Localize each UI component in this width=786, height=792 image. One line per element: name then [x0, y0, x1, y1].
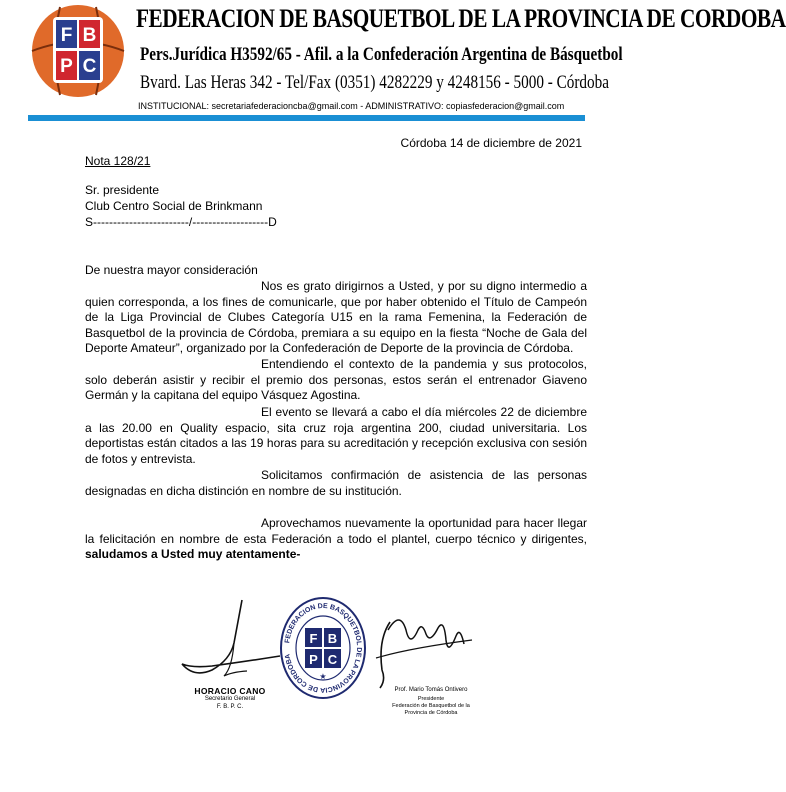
letterhead-address: Bvard. Las Heras 342 - Tel/Fax (0351) 4282229 y 4248156 - 5000 - Córdoba	[140, 72, 609, 93]
paragraph-confirmation: Solicitamos confirmación de asistencia de las personas designadas en dicha distinción en nombre de su institución.	[85, 468, 587, 498]
president-role-province: Provincia de Córdoba	[404, 710, 458, 716]
logo-letter-p: P	[60, 56, 73, 77]
logo-letter-c: C	[82, 56, 97, 77]
secretary-role-org: F. B. P. C.	[216, 703, 244, 710]
seal-ring-text: FEDERACION DE BASQUETBOL DE LA PROVINCIA DE CORDOBA	[284, 602, 363, 694]
paragraph-closing	[85, 516, 587, 563]
secretary-name: HORACIO CANO	[194, 686, 266, 696]
closing-salutation: saludamos a Usted muy atentamente-	[85, 547, 301, 562]
president-role-org: Federación de Basquetbol de la	[392, 703, 470, 709]
seal-letter-f: F	[309, 631, 318, 646]
seal-letter-p: P	[309, 652, 318, 667]
letter-date: Córdoba 14 de diciembre de 2021	[400, 136, 582, 150]
recipient-title: Sr. presidente	[85, 183, 160, 197]
letterhead-title: FEDERACION DE BASQUETBOL DE LA PROVINCIA DE CORDOBA	[136, 4, 786, 33]
letter-greeting: De nuestra mayor consideración	[85, 263, 258, 277]
president-role	[386, 696, 476, 717]
seal-letter-c: C	[327, 652, 338, 667]
paragraph-announcement: Nos es grato dirigirnos a Usted, y por su digno intermedio a quien corresponda, a los fines de comunicarle, que por haber obtenido el Título de Campeón de la Liga Provincial de Clubes Categoría U15 en la rama Femenina, la Federación de Basquetbol de la provincia de Córdoba, premiara a su equipo en la fiesta “Noche de Gala del Deporte Amateur”, organizado por la Confederación de Deporte de la provincia de Córdoba.	[85, 279, 587, 356]
letter-reference: Nota 128/21	[85, 154, 151, 168]
president-role-title: Presidente	[417, 696, 445, 702]
federation-seal	[278, 592, 368, 704]
seal-letter-b: B	[327, 631, 338, 646]
seal-star-icon: ★	[319, 672, 327, 681]
paragraph-event-details: El evento se llevará a cabo el día miércoles 22 de diciembre a las 20.00 en Quality espacio, sita cruz roja argentina 200, ciudad universitaria. Los deportistas están citados a las 19 horas para su acreditación y recepción exclusiva con sesión de fotos y entrevista.	[85, 405, 587, 466]
letterhead-emails: INSTITUCIONAL: secretariafederacioncba@gmail.com - ADMINISTRATIVO: copiasfederacion@gmail.com	[138, 101, 565, 111]
president-name: Prof. Mario Tomás Ontivero	[394, 687, 468, 693]
president-signature	[360, 600, 480, 690]
letterhead-legal: Pers.Jurídica H3592/65 - Afil. a la Confederación Argentina de Básquetbol	[140, 44, 623, 65]
secretary-signature	[172, 598, 292, 693]
closing-text: Aprovechamos nuevamente la oportunidad para hacer llegar la felicitación en nombre de esta Federación a todo el plantel, cuerpo técnico y dirigentes,	[85, 516, 587, 546]
logo-letter-f: F	[60, 25, 73, 46]
logo-letter-b: B	[82, 25, 97, 46]
secretary-role-title: Secretario General	[204, 696, 256, 702]
recipient-club: Club Centro Social de Brinkmann	[85, 199, 263, 213]
secretary-role	[190, 696, 270, 711]
federation-logo	[30, 3, 126, 99]
header-divider	[28, 115, 585, 121]
recipient-sd-line: S------------------------/-------------------D	[85, 215, 277, 229]
paragraph-protocols: Entendiendo el contexto de la pandemia y sus protocolos, solo deberán asistir y recibir el premio dos personas, estos serán el entrenador Giaveno Germán y la capitana del equipo Vásquez Agostina.	[85, 357, 587, 403]
